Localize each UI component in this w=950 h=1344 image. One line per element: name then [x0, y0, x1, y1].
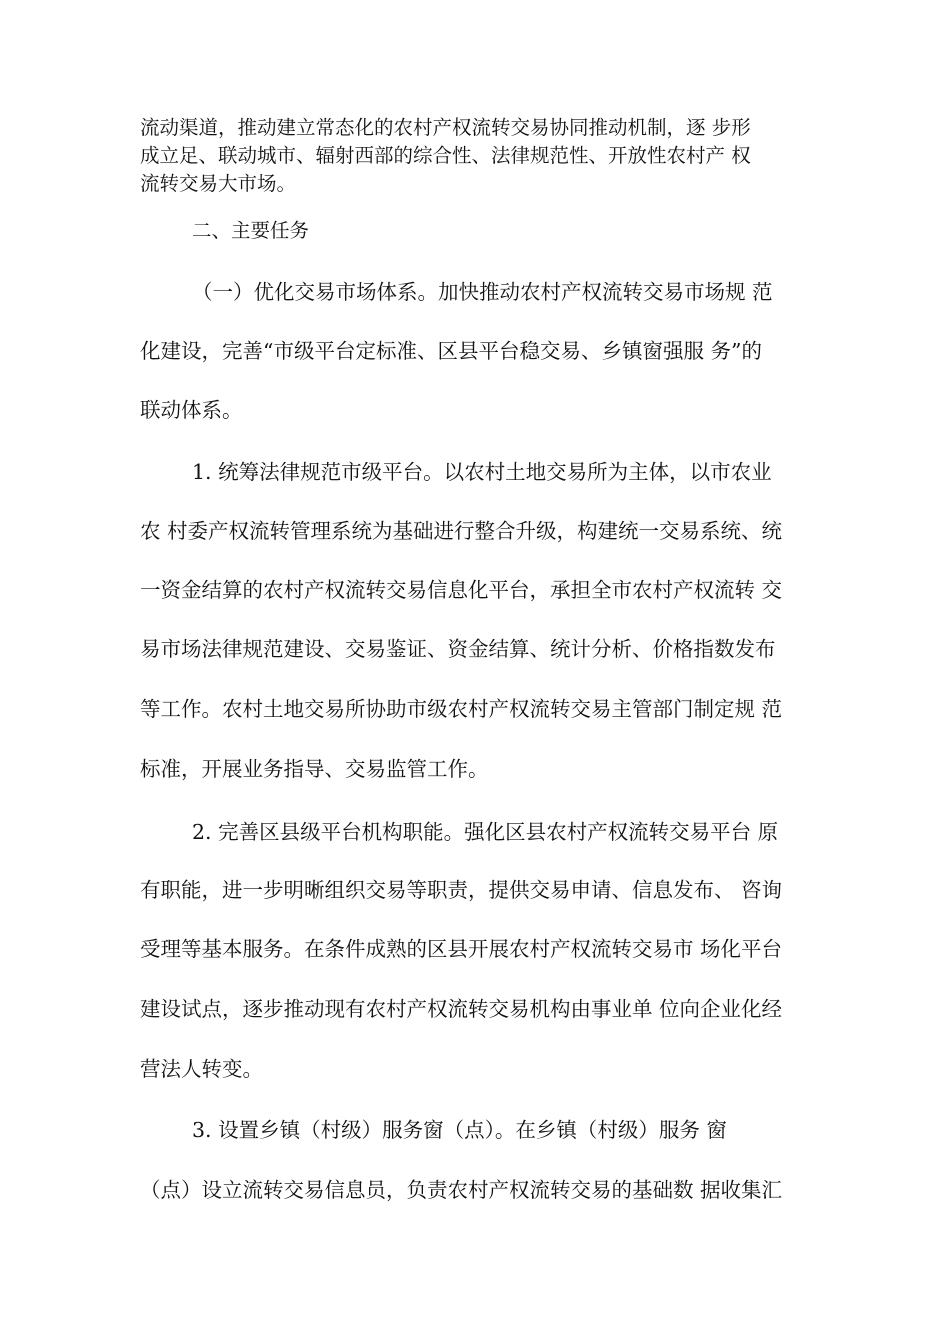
intro-line-1: 流动渠道，推动建立常态化的农村产权流转交易协同推动机制，逐 步形	[140, 116, 751, 139]
item1-line-1: 1. 统筹法律规范市级平台。以农村土地交易所为主体，以市农业	[192, 460, 772, 484]
section-heading: 二、主要任务	[192, 219, 310, 242]
item1-line-5: 等工作。农村土地交易所协助市级农村产权流转交易主管部门制定规 范	[140, 697, 783, 721]
item1-line-2: 农 村委产权流转管理系统为基础进行整合升级，构建统一交易系统、统	[140, 519, 783, 543]
item1-line-4: 易市场法律规范建设、交易鉴证、资金结算、统计分析、价格指数发布	[140, 637, 776, 661]
item2-line-5: 营法人转变。	[140, 1057, 263, 1081]
part1-line-2: 化建设，完善“市级平台定标准、区县平台稳交易、乡镇窗强服 务”的	[140, 339, 762, 363]
part1-line-3: 联动体系。	[140, 398, 243, 422]
intro-line-2: 成立足、联动城市、辐射西部的综合性、法律规范性、开放性农村产 权	[140, 144, 751, 167]
item3-line-1: 3. 设置乡镇（村级）服务窗（点）。在乡镇（村级）服务 窗	[192, 1118, 727, 1142]
item2-line-1: 2. 完善区县级平台机构职能。强化区县农村产权流转交易平台 原	[192, 820, 779, 844]
item1-line-6: 标准，开展业务指导、交易监管工作。	[140, 757, 489, 781]
intro-line-3: 流转交易大市场。	[140, 172, 297, 195]
part1-line-1: （一）优化交易市场体系。加快推动农村产权流转交易市场规 范	[192, 280, 773, 304]
item2-line-3: 受理等基本服务。在条件成熟的区县开展农村产权流转交易市 场化平台	[140, 937, 783, 961]
item3-line-2: （点）设立流转交易信息员，负责农村产权流转交易的基础数 据收集汇	[140, 1178, 783, 1202]
item2-line-4: 建设试点，逐步推动现有农村产权流转交易机构由事业单 位向企业化经	[140, 997, 783, 1021]
item1-line-3: 一资金结算的农村产权流转交易信息化平台，承担全市农村产权流转 交	[140, 578, 783, 602]
item2-line-2: 有职能，进一步明晰组织交易等职责，提供交易申请、信息发布、 咨询	[140, 878, 783, 902]
